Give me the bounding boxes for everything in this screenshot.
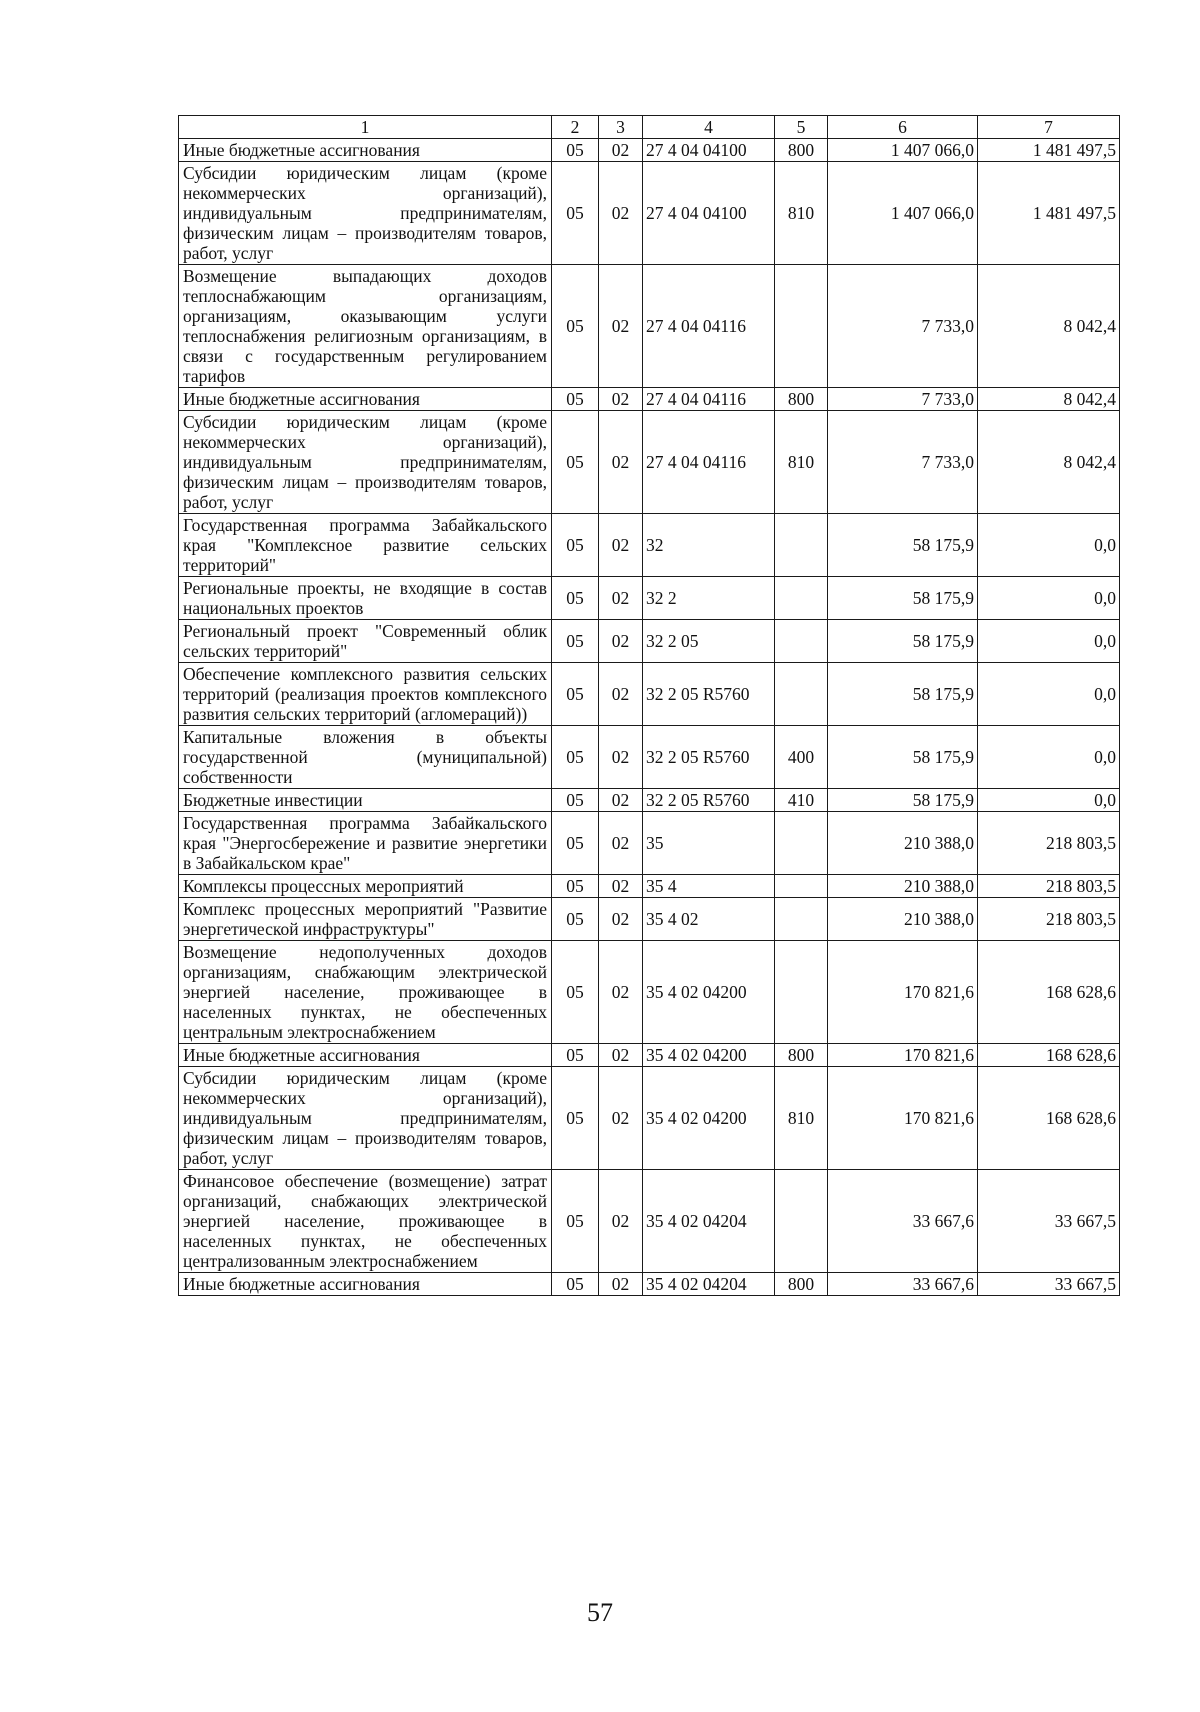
row-amount-year1-cell: 58 175,9 — [828, 577, 978, 620]
header-col-4: 4 — [643, 116, 775, 139]
row-expense-type-cell: 410 — [775, 789, 828, 812]
row-expense-type-cell — [775, 898, 828, 941]
row-amount-year2-cell: 0,0 — [978, 726, 1120, 789]
row-section-cell: 05 — [552, 812, 599, 875]
row-target-article-cell: 35 4 02 04200 — [643, 1044, 775, 1067]
row-target-article-cell: 32 — [643, 514, 775, 577]
row-subsection-cell: 02 — [599, 1067, 643, 1170]
row-amount-year2-cell: 8 042,4 — [978, 388, 1120, 411]
row-subsection-cell: 02 — [599, 726, 643, 789]
row-amount-year1-cell: 210 388,0 — [828, 898, 978, 941]
table-row — [179, 620, 1120, 663]
row-name-cell: Государственная программа Забайкальского края "Энергосбережение и развитие энергетики в Забайкальском крае" — [179, 812, 552, 875]
row-amount-year1-cell: 210 388,0 — [828, 812, 978, 875]
row-target-article-cell: 35 4 02 04204 — [643, 1273, 775, 1296]
row-amount-year1-cell: 170 821,6 — [828, 941, 978, 1044]
row-subsection-cell: 02 — [599, 812, 643, 875]
row-expense-type-cell: 400 — [775, 726, 828, 789]
row-expense-type-cell: 800 — [775, 1273, 828, 1296]
row-amount-year2-cell: 218 803,5 — [978, 898, 1120, 941]
table-row — [179, 139, 1120, 162]
table-row — [179, 514, 1120, 577]
row-amount-year2-cell: 1 481 497,5 — [978, 139, 1120, 162]
row-name-cell: Иные бюджетные ассигнования — [179, 139, 552, 162]
header-col-2: 2 — [552, 116, 599, 139]
row-subsection-cell: 02 — [599, 620, 643, 663]
row-expense-type-cell: 810 — [775, 411, 828, 514]
row-amount-year2-cell: 33 667,5 — [978, 1170, 1120, 1273]
row-target-article-cell: 35 4 02 04200 — [643, 1067, 775, 1170]
row-expense-type-cell: 810 — [775, 162, 828, 265]
row-amount-year1-cell: 1 407 066,0 — [828, 139, 978, 162]
row-target-article-cell: 27 4 04 04100 — [643, 162, 775, 265]
row-subsection-cell: 02 — [599, 1273, 643, 1296]
row-amount-year2-cell: 168 628,6 — [978, 1067, 1120, 1170]
row-subsection-cell: 02 — [599, 265, 643, 388]
row-target-article-cell: 27 4 04 04100 — [643, 139, 775, 162]
row-section-cell: 05 — [552, 411, 599, 514]
table-row — [179, 663, 1120, 726]
table-header-row — [179, 116, 1120, 139]
row-amount-year2-cell: 168 628,6 — [978, 941, 1120, 1044]
row-name-cell: Субсидии юридическим лицам (кроме некоммерческих организаций), индивидуальным предпринимателям, физическим лицам – производителям товаров, работ, услуг — [179, 1067, 552, 1170]
header-col-7: 7 — [978, 116, 1120, 139]
row-name-cell: Комплекс процессных мероприятий "Развитие энергетической инфраструктуры" — [179, 898, 552, 941]
table-row — [179, 577, 1120, 620]
row-target-article-cell: 32 2 05 R5760 — [643, 663, 775, 726]
row-target-article-cell: 27 4 04 04116 — [643, 265, 775, 388]
row-section-cell: 05 — [552, 941, 599, 1044]
row-subsection-cell: 02 — [599, 898, 643, 941]
row-target-article-cell: 32 2 05 — [643, 620, 775, 663]
row-amount-year1-cell: 7 733,0 — [828, 265, 978, 388]
row-section-cell: 05 — [552, 663, 599, 726]
row-subsection-cell: 02 — [599, 789, 643, 812]
row-section-cell: 05 — [552, 875, 599, 898]
row-section-cell: 05 — [552, 1273, 599, 1296]
row-amount-year1-cell: 58 175,9 — [828, 663, 978, 726]
table-row — [179, 1044, 1120, 1067]
row-amount-year1-cell: 210 388,0 — [828, 875, 978, 898]
table-row — [179, 1273, 1120, 1296]
table-row — [179, 812, 1120, 875]
row-name-cell: Субсидии юридическим лицам (кроме некоммерческих организаций), индивидуальным предпринимателям, физическим лицам – производителям товаров, работ, услуг — [179, 162, 552, 265]
row-subsection-cell: 02 — [599, 875, 643, 898]
row-target-article-cell: 32 2 — [643, 577, 775, 620]
table-row — [179, 941, 1120, 1044]
row-target-article-cell: 27 4 04 04116 — [643, 388, 775, 411]
row-subsection-cell: 02 — [599, 663, 643, 726]
row-target-article-cell: 32 2 05 R5760 — [643, 789, 775, 812]
row-amount-year1-cell: 58 175,9 — [828, 620, 978, 663]
row-name-cell: Региональные проекты, не входящие в состав национальных проектов — [179, 577, 552, 620]
row-amount-year2-cell: 8 042,4 — [978, 265, 1120, 388]
row-amount-year1-cell: 33 667,6 — [828, 1273, 978, 1296]
row-target-article-cell: 27 4 04 04116 — [643, 411, 775, 514]
row-name-cell: Государственная программа Забайкальского края "Комплексное развитие сельских территорий" — [179, 514, 552, 577]
row-expense-type-cell — [775, 812, 828, 875]
row-subsection-cell: 02 — [599, 941, 643, 1044]
row-name-cell: Региональный проект "Современный облик сельских территорий" — [179, 620, 552, 663]
row-subsection-cell: 02 — [599, 1044, 643, 1067]
row-amount-year1-cell: 7 733,0 — [828, 411, 978, 514]
row-name-cell: Иные бюджетные ассигнования — [179, 1044, 552, 1067]
row-section-cell: 05 — [552, 898, 599, 941]
row-subsection-cell: 02 — [599, 1170, 643, 1273]
row-target-article-cell: 35 4 — [643, 875, 775, 898]
row-target-article-cell: 35 4 02 — [643, 898, 775, 941]
row-expense-type-cell — [775, 1170, 828, 1273]
row-name-cell: Обеспечение комплексного развития сельских территорий (реализация проектов комплексного развития сельских территорий (агломераций)) — [179, 663, 552, 726]
row-amount-year1-cell: 7 733,0 — [828, 388, 978, 411]
row-section-cell: 05 — [552, 620, 599, 663]
row-subsection-cell: 02 — [599, 411, 643, 514]
table-row — [179, 411, 1120, 514]
row-amount-year1-cell: 33 667,6 — [828, 1170, 978, 1273]
header-col-3: 3 — [599, 116, 643, 139]
table-row — [179, 875, 1120, 898]
row-section-cell: 05 — [552, 577, 599, 620]
row-section-cell: 05 — [552, 789, 599, 812]
row-subsection-cell: 02 — [599, 162, 643, 265]
row-expense-type-cell — [775, 577, 828, 620]
row-expense-type-cell: 800 — [775, 388, 828, 411]
row-amount-year1-cell: 58 175,9 — [828, 514, 978, 577]
row-amount-year1-cell: 170 821,6 — [828, 1067, 978, 1170]
header-col-6: 6 — [828, 116, 978, 139]
row-section-cell: 05 — [552, 514, 599, 577]
table-body — [179, 139, 1120, 1296]
table-row — [179, 898, 1120, 941]
row-name-cell: Возмещение выпадающих доходов теплоснабжающим организациям, организациям, оказывающим услуги теплоснабжения религиозным организациям, в связи с государственным регулированием тарифов — [179, 265, 552, 388]
row-amount-year2-cell: 8 042,4 — [978, 411, 1120, 514]
row-name-cell: Капитальные вложения в объекты государственной (муниципальной) собственности — [179, 726, 552, 789]
row-section-cell: 05 — [552, 1044, 599, 1067]
row-expense-type-cell — [775, 620, 828, 663]
row-target-article-cell: 35 4 02 04200 — [643, 941, 775, 1044]
row-expense-type-cell — [775, 514, 828, 577]
row-section-cell: 05 — [552, 1170, 599, 1273]
row-subsection-cell: 02 — [599, 388, 643, 411]
row-subsection-cell: 02 — [599, 577, 643, 620]
row-name-cell: Бюджетные инвестиции — [179, 789, 552, 812]
row-section-cell: 05 — [552, 139, 599, 162]
row-section-cell: 05 — [552, 1067, 599, 1170]
row-amount-year2-cell: 33 667,5 — [978, 1273, 1120, 1296]
row-target-article-cell: 32 2 05 R5760 — [643, 726, 775, 789]
row-name-cell: Финансовое обеспечение (возмещение) затрат организаций, снабжающих электрической энергией население, проживающее в населенных пунктах, не обеспеченных централизованным электроснабжением — [179, 1170, 552, 1273]
row-expense-type-cell: 800 — [775, 139, 828, 162]
row-name-cell: Возмещение недополученных доходов организациям, снабжающим электрической энергией население, проживающее в населенных пунктах, не обеспеченных центральным электроснабжением — [179, 941, 552, 1044]
row-amount-year2-cell: 0,0 — [978, 663, 1120, 726]
row-target-article-cell: 35 — [643, 812, 775, 875]
row-amount-year2-cell: 218 803,5 — [978, 875, 1120, 898]
budget-table — [178, 115, 1120, 1296]
row-name-cell: Иные бюджетные ассигнования — [179, 388, 552, 411]
row-expense-type-cell — [775, 265, 828, 388]
page-number: 57 — [587, 1598, 613, 1627]
table-row — [179, 1170, 1120, 1273]
row-amount-year2-cell: 0,0 — [978, 514, 1120, 577]
row-expense-type-cell: 800 — [775, 1044, 828, 1067]
row-expense-type-cell — [775, 941, 828, 1044]
row-expense-type-cell — [775, 875, 828, 898]
row-name-cell: Иные бюджетные ассигнования — [179, 1273, 552, 1296]
header-col-1: 1 — [179, 116, 552, 139]
row-amount-year2-cell: 1 481 497,5 — [978, 162, 1120, 265]
row-expense-type-cell: 810 — [775, 1067, 828, 1170]
row-amount-year1-cell: 58 175,9 — [828, 726, 978, 789]
table-row — [179, 265, 1120, 388]
row-amount-year2-cell: 218 803,5 — [978, 812, 1120, 875]
row-section-cell: 05 — [552, 388, 599, 411]
row-section-cell: 05 — [552, 265, 599, 388]
row-name-cell: Комплексы процессных мероприятий — [179, 875, 552, 898]
table-row — [179, 388, 1120, 411]
row-amount-year2-cell: 0,0 — [978, 577, 1120, 620]
header-col-5: 5 — [775, 116, 828, 139]
row-subsection-cell: 02 — [599, 139, 643, 162]
row-amount-year1-cell: 58 175,9 — [828, 789, 978, 812]
row-section-cell: 05 — [552, 726, 599, 789]
row-amount-year2-cell: 0,0 — [978, 620, 1120, 663]
row-name-cell: Субсидии юридическим лицам (кроме некоммерческих организаций), индивидуальным предпринимателям, физическим лицам – производителям товаров, работ, услуг — [179, 411, 552, 514]
table-row — [179, 789, 1120, 812]
row-subsection-cell: 02 — [599, 514, 643, 577]
table-row — [179, 1067, 1120, 1170]
row-amount-year2-cell: 0,0 — [978, 789, 1120, 812]
row-section-cell: 05 — [552, 162, 599, 265]
row-amount-year1-cell: 170 821,6 — [828, 1044, 978, 1067]
row-expense-type-cell — [775, 663, 828, 726]
row-target-article-cell: 35 4 02 04204 — [643, 1170, 775, 1273]
row-amount-year2-cell: 168 628,6 — [978, 1044, 1120, 1067]
row-amount-year1-cell: 1 407 066,0 — [828, 162, 978, 265]
table-row — [179, 162, 1120, 265]
table-row — [179, 726, 1120, 789]
